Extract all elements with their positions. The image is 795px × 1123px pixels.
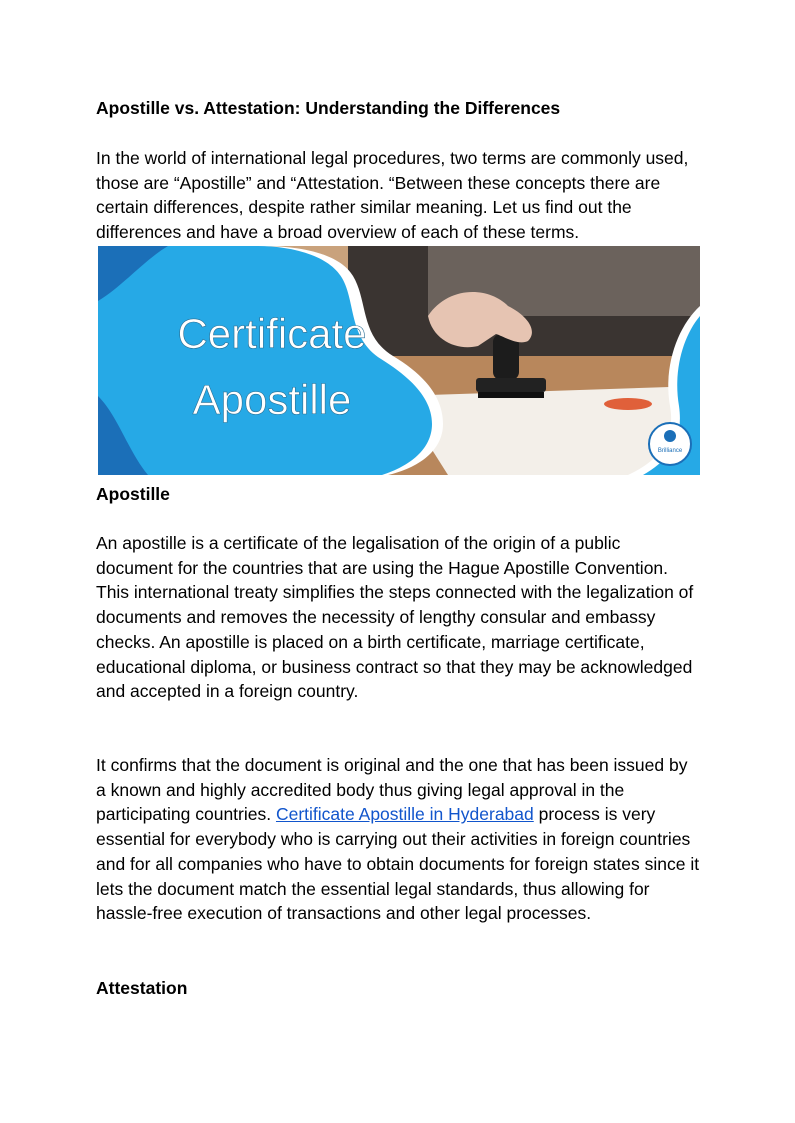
banner-illustration [98,246,700,475]
apostille-paragraph-2 [96,753,700,926]
brilliance-logo-icon [649,423,691,465]
logo-text: Brilliance [657,448,683,454]
attestation-heading: Attestation [96,978,188,998]
apostille-paragraph-1: An apostille is a certificate of the legalisation of the origin of a public document for the countries that are using the Hague Apostille Convention. This international treaty simplifies the steps connected with the legalization of documents and removes the necessity of lengthy consular and embassy checks. An apostille is placed on a birth certificate, marriage certificate, educational diploma, or business contract so that they may be acknowledged and accepted in a foreign country. [96,533,694,702]
certificate-apostille-hyderabad-link[interactable]: Certificate Apostille in Hyderabad [275,804,534,825]
apostille-heading: Apostille [96,484,170,504]
banner-line-2: Apostille [192,376,352,423]
certificate-apostille-banner [98,246,700,475]
intro-paragraph: In the world of international legal procedures, two terms are commonly used, those are “Apostille” and “Attestation. “Between these concepts there are certain differences, despite rather similar meaning. Let us find out the differences and have a broad overview of each of these terms. [96,148,689,243]
page-title: Apostille vs. Attestation: Understanding the Differences [96,98,561,118]
apostille-p2-text-before: It confirms that the document is original and the one that has been issued by a known and highly accredited body thus giving legal approval in the participating countries. [96,755,688,825]
apostille-p2-text-after: process is very essential for everybody who is carrying out their activities in foreign countries and for all companies who have to obtain documents for foreign states since it lets the document match the essential legal standards, thus allowing for hassle-free execution of transactions and other legal processes. [96,804,700,924]
banner-line-1: Certificate [177,310,367,357]
